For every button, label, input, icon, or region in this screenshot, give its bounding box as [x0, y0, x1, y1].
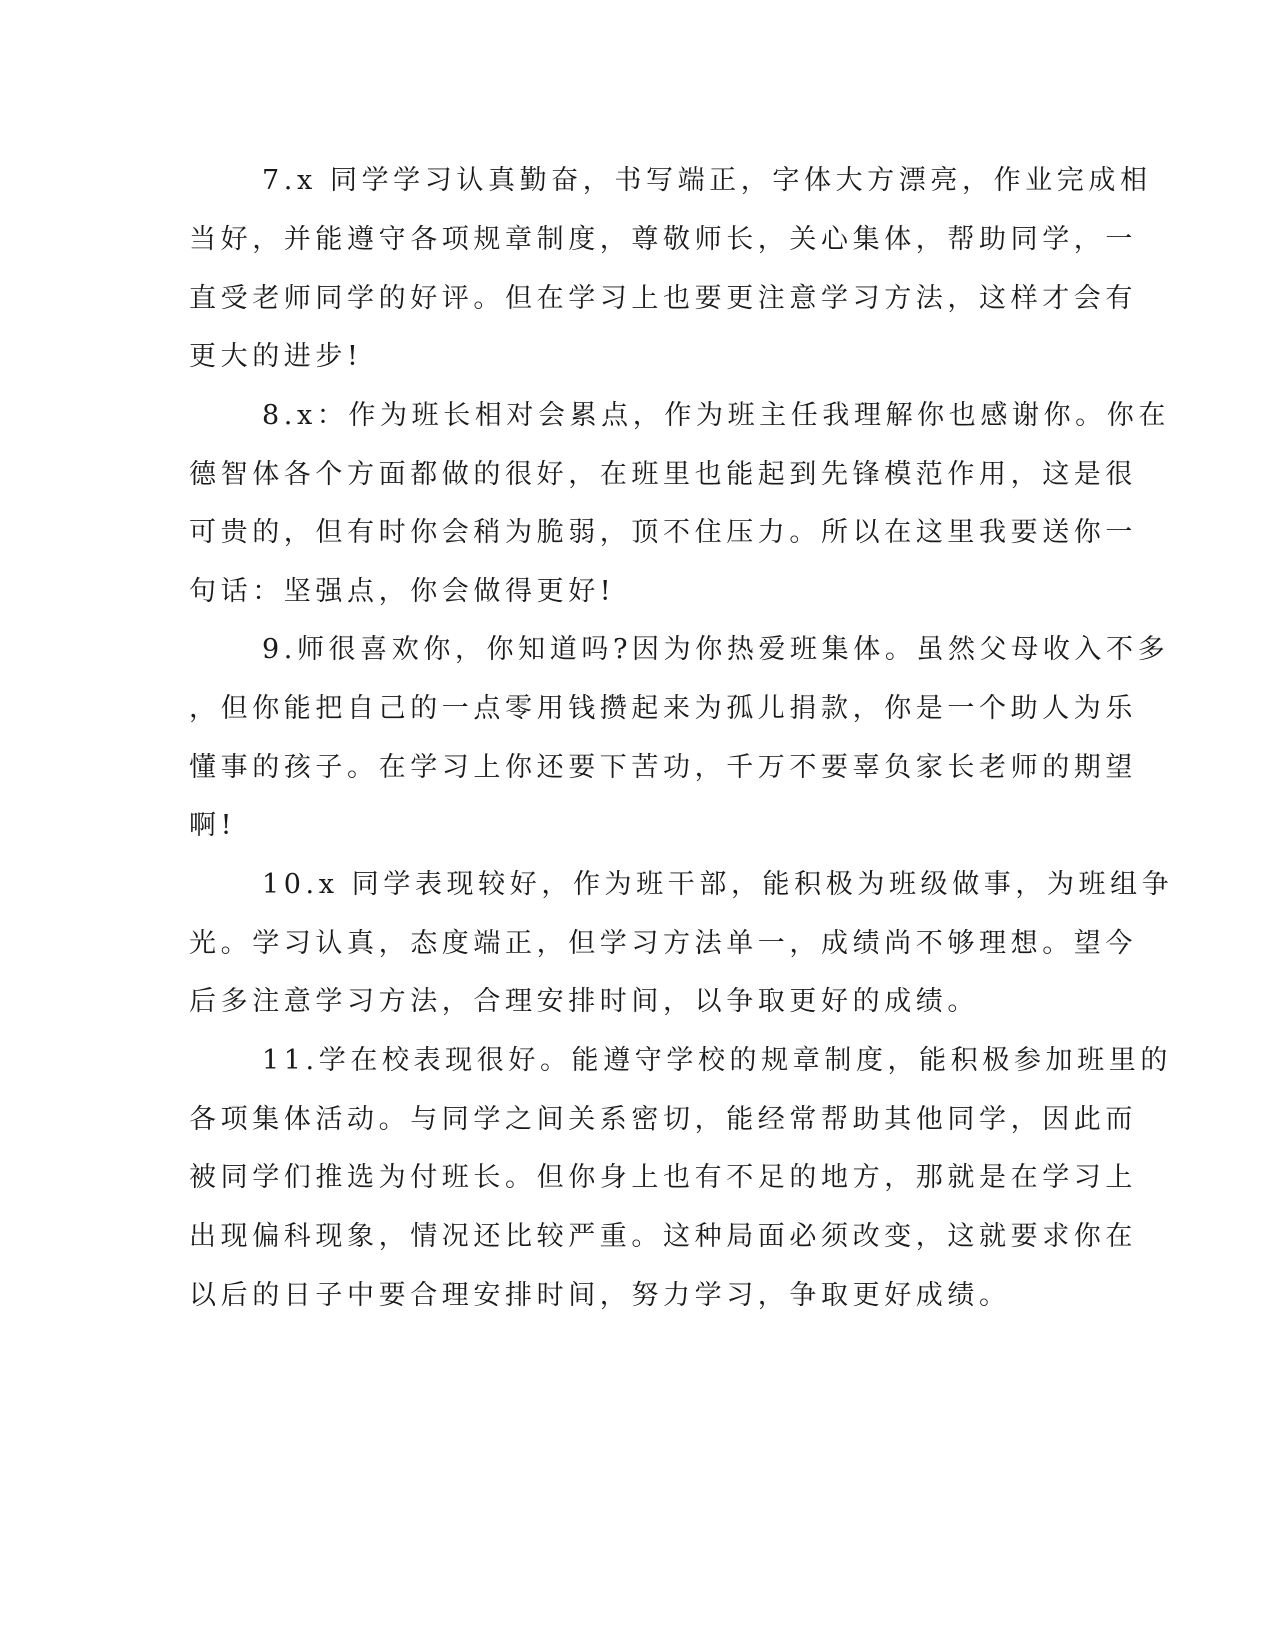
- text-line: 9.师很喜欢你，你知道吗?因为你热爱班集体。虽然父母收入不多: [262, 634, 1170, 665]
- text-line: 句话：坚强点，你会做得更好!: [189, 576, 616, 607]
- text-line: 出现偏科现象，情况还比较严重。这种局面必须改变，这就要求你在: [189, 1221, 1137, 1252]
- text-line: 8.x：作为班长相对会累点，作为班主任我理解你也感谢你。你在: [262, 400, 1170, 431]
- text-line: 10.x 同学表现较好，作为班干部，能积极为班级做事，为班组争: [262, 869, 1174, 900]
- text-line: ，但你能把自己的一点零用钱攒起来为孤儿捐款，你是一个助人为乐: [189, 693, 1137, 724]
- text-line: 以后的日子中要合理安排时间，努力学习，争取更好成绩。: [189, 1280, 1011, 1311]
- text-line: 被同学们推选为付班长。但你身上也有不足的地方，那就是在学习上: [189, 1162, 1137, 1193]
- text-line: 后多注意学习方法，合理安排时间，以争取更好的成绩。: [189, 986, 979, 1017]
- text-line: 当好，并能遵守各项规章制度，尊敬师长，关心集体，帮助同学，一: [189, 224, 1137, 255]
- text-line: 11.学在校表现很好。能遵守学校的规章制度，能积极参加班里的: [262, 1045, 1172, 1076]
- text-line: 光。学习认真，态度端正，但学习方法单一，成绩尚不够理想。望今: [189, 928, 1137, 959]
- text-line: 直受老师同学的好评。但在学习上也要更注意学习方法，这样才会有: [189, 283, 1137, 314]
- text-line: 各项集体活动。与同学之间关系密切，能经常帮助其他同学，因此而: [189, 1104, 1137, 1135]
- text-line: 更大的进步!: [189, 341, 363, 372]
- text-line: 7.x 同学学习认真勤奋，书写端正，字体大方漂亮，作业完成相: [262, 165, 1152, 196]
- text-line: 啊!: [189, 810, 237, 841]
- text-line: 懂事的孩子。在学习上你还要下苦功，千万不要辜负家长老师的期望: [189, 752, 1137, 783]
- text-line: 德智体各个方面都做的很好，在班里也能起到先锋模范作用，这是很: [189, 459, 1137, 490]
- text-line: 可贵的，但有时你会稍为脆弱，顶不住压力。所以在这里我要送你一: [189, 517, 1137, 548]
